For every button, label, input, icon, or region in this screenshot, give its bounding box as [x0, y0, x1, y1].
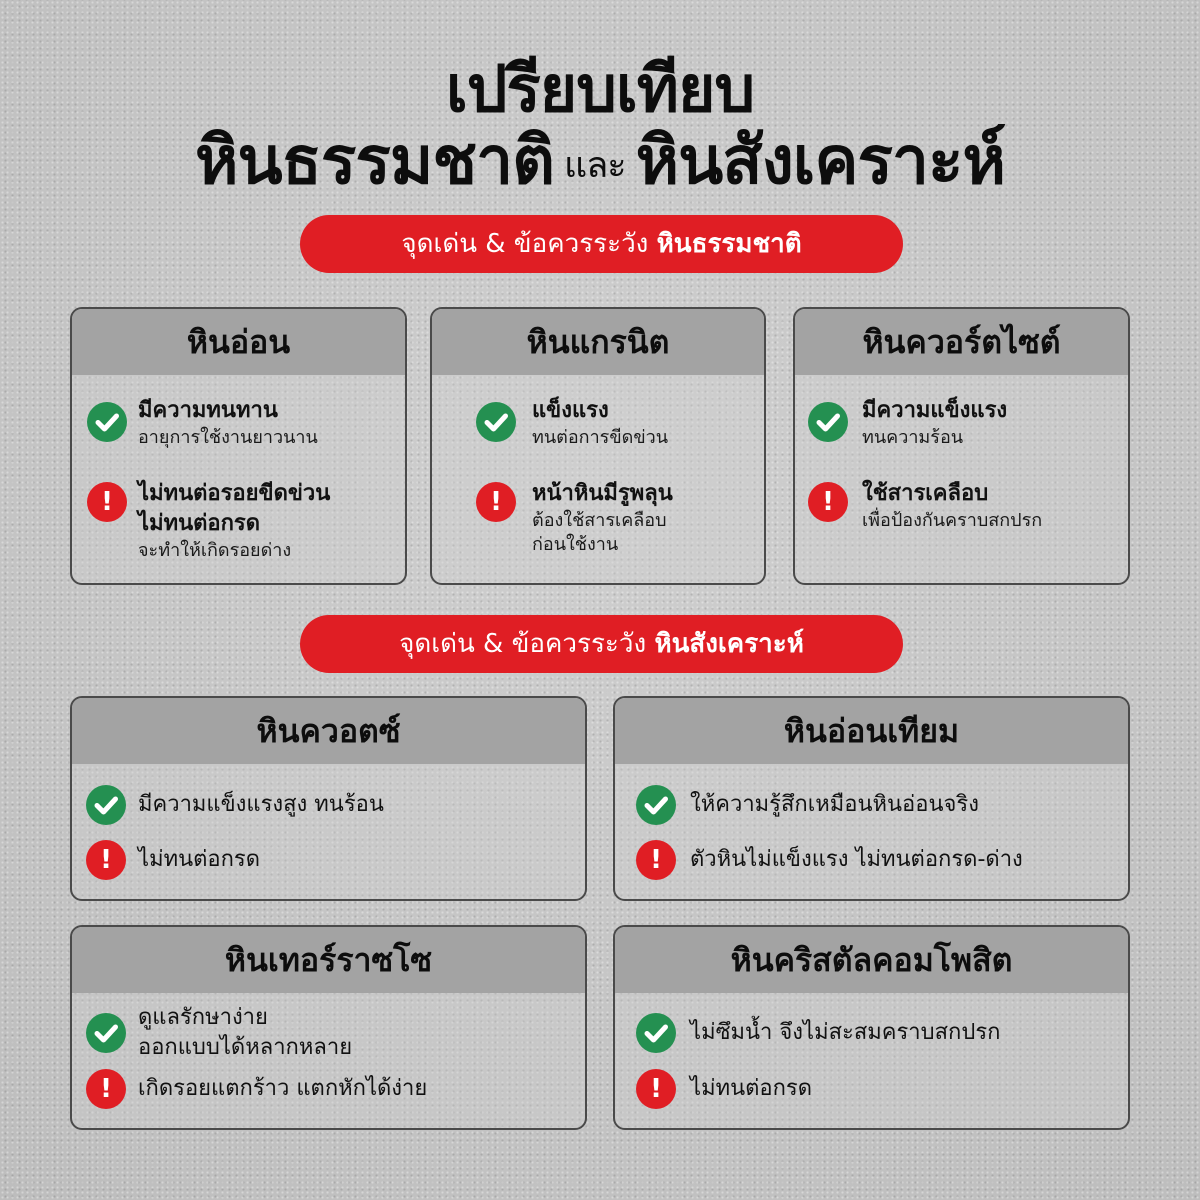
card-title: หินคริสตัลคอมโพสิต	[615, 927, 1128, 993]
section-synthetic-pill	[300, 615, 903, 673]
pro-subtitle: ทนต่อการขีดข่วน	[532, 427, 669, 448]
exclamation-circle-icon: !	[636, 840, 676, 880]
check-circle-icon	[808, 402, 848, 442]
exclamation-circle-icon: !	[808, 482, 848, 522]
card-artificial-marble	[613, 696, 1130, 901]
pro-title: แข็งแรง	[532, 398, 609, 423]
card-marble	[70, 307, 407, 585]
card-title: หินเทอร์ราซโซ	[72, 927, 585, 993]
card-title: หินแกรนิต	[432, 309, 764, 375]
con-title: ไม่ทนต่อกรด	[138, 511, 261, 536]
con-text: ไม่ทนต่อกรด	[138, 847, 261, 872]
pro-title: มีความแข็งแรง	[862, 398, 1008, 423]
title-synthetic-stone: หินสังเคราะห์	[635, 122, 1005, 199]
page-title-line-2	[0, 120, 1200, 207]
section-synthetic-highlight: หินสังเคราะห์	[654, 629, 804, 659]
check-circle-icon	[636, 785, 676, 825]
section-natural-pill	[300, 215, 903, 273]
exclamation-circle-icon: !	[86, 1069, 126, 1109]
con-subtitle: ต้องใช้สารเคลือบ	[532, 510, 667, 531]
check-circle-icon	[86, 1013, 126, 1053]
con-title: ไม่ทนต่อรอยขีดข่วน	[138, 481, 331, 506]
card-quartz	[70, 696, 587, 901]
con-title: หน้าหินมีรูพลุน	[532, 481, 673, 506]
pro-subtitle: ทนความร้อน	[862, 427, 964, 448]
check-circle-icon	[636, 1013, 676, 1053]
con-title: ใช้สารเคลือบ	[862, 481, 989, 506]
card-title: หินอ่อน	[72, 309, 405, 375]
title-and: และ	[564, 145, 626, 186]
pro-text: ดูแลรักษาง่าย	[138, 1005, 268, 1030]
card-title: หินควอตซ์	[72, 698, 585, 764]
section-synthetic-prefix: จุดเด่น & ข้อควรระวัง	[399, 629, 647, 659]
con-subtitle: เพื่อป้องกันคราบสกปรก	[862, 510, 1043, 531]
pro-text: ไม่ซึมน้ำ จึงไม่สะสมคราบสกปรก	[690, 1020, 1001, 1045]
con-subtitle: ก่อนใช้งาน	[532, 534, 619, 555]
title-natural-stone: หินธรรมชาติ	[195, 122, 555, 199]
con-text: ตัวหินไม่แข็งแรง ไม่ทนต่อกรด-ด่าง	[690, 847, 1023, 872]
con-text: ไม่ทนต่อกรด	[690, 1076, 813, 1101]
check-circle-icon	[87, 402, 127, 442]
con-text: เกิดรอยแตกร้าว แตกหักได้ง่าย	[138, 1076, 428, 1101]
card-granite	[430, 307, 766, 585]
pro-text: ออกแบบได้หลากหลาย	[138, 1035, 353, 1060]
pro-subtitle: อายุการใช้งานยาวนาน	[138, 427, 318, 448]
card-quartzite	[793, 307, 1130, 585]
pro-text: ให้ความรู้สึกเหมือนหินอ่อนจริง	[690, 792, 979, 817]
exclamation-circle-icon: !	[87, 482, 127, 522]
card-terrazzo	[70, 925, 587, 1130]
exclamation-circle-icon: !	[476, 482, 516, 522]
section-natural-highlight: หินธรรมชาติ	[656, 229, 802, 259]
check-circle-icon	[476, 402, 516, 442]
con-subtitle: จะทำให้เกิดรอยด่าง	[138, 540, 292, 561]
pro-text: มีความแข็งแรงสูง ทนร้อน	[138, 792, 384, 817]
page-title-line-1: เปรียบเทียบ	[445, 53, 755, 127]
card-title: หินควอร์ตไซต์	[795, 309, 1128, 375]
card-title: หินอ่อนเทียม	[615, 698, 1128, 764]
section-natural-prefix: จุดเด่น & ข้อควรระวัง	[401, 229, 649, 259]
card-crystal-composite	[613, 925, 1130, 1130]
exclamation-circle-icon: !	[636, 1069, 676, 1109]
check-circle-icon	[86, 785, 126, 825]
exclamation-circle-icon: !	[86, 840, 126, 880]
pro-title: มีความทนทาน	[138, 398, 278, 423]
